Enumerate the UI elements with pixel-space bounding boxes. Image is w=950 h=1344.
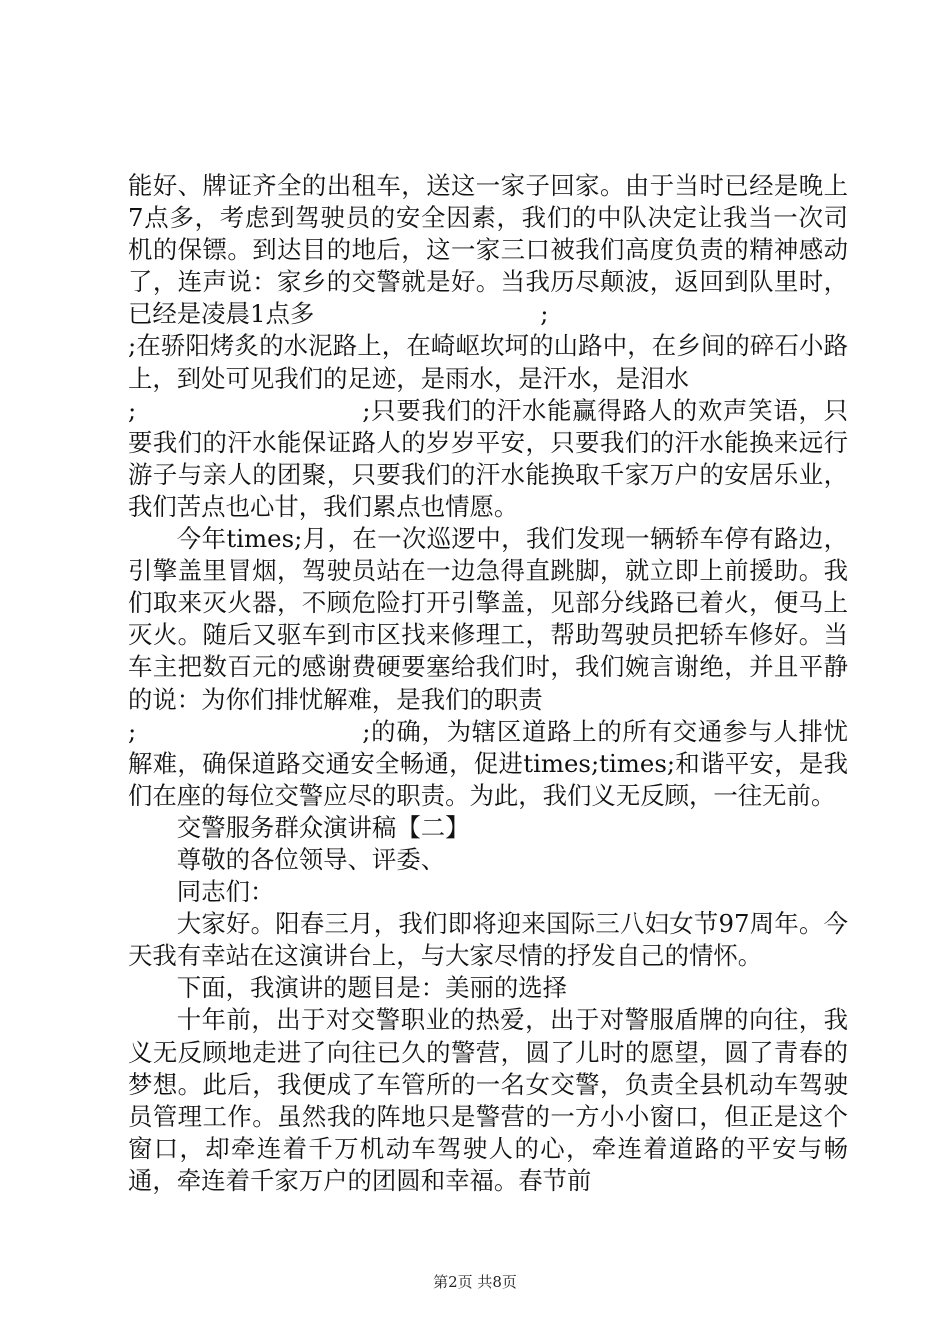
paragraph-4-text: 今年times;月，在一次巡逻中，我们发现一辆轿车停有路边，引擎盖里冒烟，驾驶员站在一边急得直跳脚，就立即上前援助。我们取来灭火器，不顾危险打开引擎盖，见部分线路已着火，便马上灭火。随后又驱车到市区找来修理工，帮助驾驶员把轿车修好。当车主把数百元的感谢费硬要塞给我们时，我们婉言谢绝，并且平静的说：为你们排忧解难，是我们的职责 [128,524,848,714]
separator-semicolon: ; [128,395,137,425]
paragraph-greeting: 大家好。阳春三月，我们即将迎来国际三八妇女节97周年。今天我有幸站在这演讲台上，与大家尽情的抒发自己的情怀。 [128,909,848,971]
paragraph-speech-title: 下面，我演讲的题目是：美丽的选择 [176,973,568,1003]
paragraph-4 [128,523,848,716]
paragraph-2 [128,330,848,394]
paragraph-body: 十年前，出于对交警职业的热爱，出于对警服盾牌的向往，我义无反顾地走进了向往已久的警营，圆了儿时的愿望，圆了青春的梦想。此后，我便成了车管所的一名女交警，负责全县机动车驾驶员管理工作。虽然我的阵地只是警营的一方小小窗口，但正是这个窗口，却牵连着千万机动车驾驶人的心，牵连着道路的平安与畅通，牵连着千家万户的团圆和幸福。春节前 [128,1005,848,1195]
paragraph-1 [128,170,848,330]
document-body [128,170,848,1197]
paragraph-5 [128,716,848,812]
section-heading: 交警服务群众演讲稿【二】 [176,812,470,842]
paragraph-3-text: ;只要我们的汗水能赢得路人的欢声笑语，只要我们的汗水能保证路人的岁岁平安，只要我们的汗水能换来远行游子与亲人的团聚，只要我们的汗水能换取千家万户的安居乐业，我们苦点也心甘，我们累点也情愿。 [128,395,848,521]
separator-semicolon: ; [128,716,137,746]
paragraph-3 [128,395,848,523]
salutation-line-1: 尊敬的各位领导、评委、 [176,844,446,874]
paragraph-1-text: 能好、牌证齐全的出租车，送这一家子回家。由于当时已经是晚上7点多，考虑到驾驶员的安全因素，我们的中队决定让我当一次司机的保镖。到达目的地后，这一家三口被我们高度负责的精神感动了，连声说：家乡的交警就是好。当我历尽颠波，返回到队里时，已经是凌晨1点多 [128,171,848,329]
page-number-footer: 第2页 共8页 [433,1273,517,1291]
paragraph-5-text: ;的确，为辖区道路上的所有交通参与人排忧解难，确保道路交通安全畅通，促进times;times;和谐平安，是我们在座的每位交警应尽的职责。为此，我们义无反顾，一往无前。 [128,716,848,810]
separator-semicolon: ; [540,299,549,329]
salutation-line-2: 同志们： [176,877,275,907]
paragraph-2-text: ;在骄阳烤炙的水泥路上，在崎岖坎坷的山路中，在乡间的碎石小路上，到处可见我们的足迹，是雨水，是汗水，是泪水 [128,331,848,393]
